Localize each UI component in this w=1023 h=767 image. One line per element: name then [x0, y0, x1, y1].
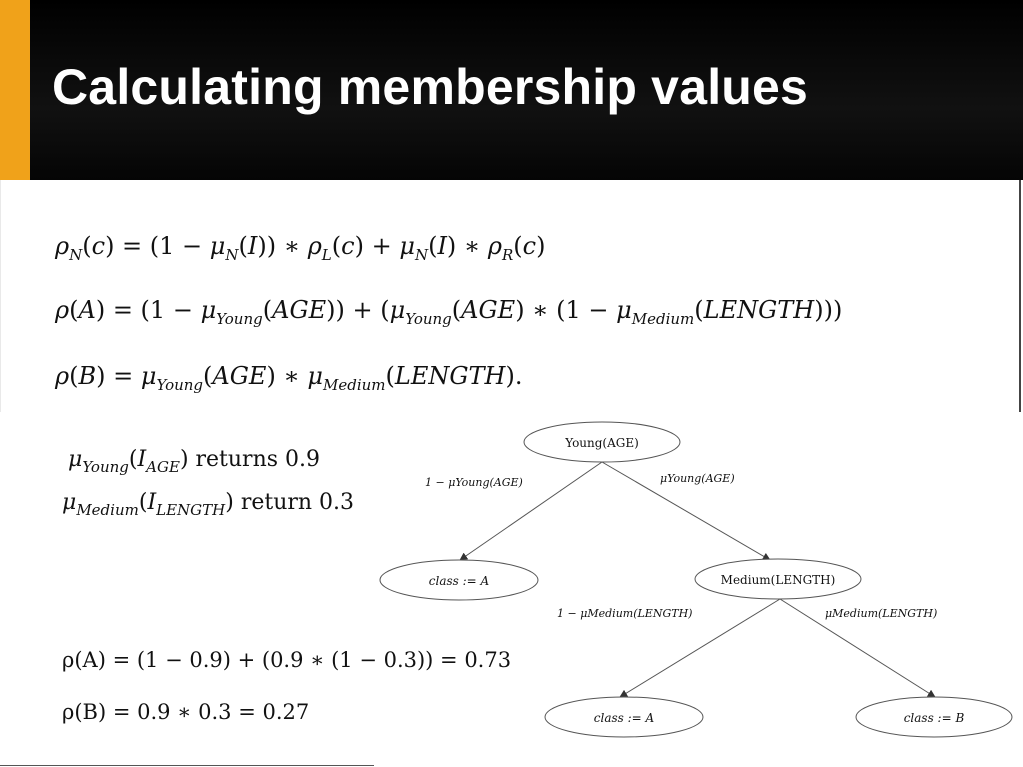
result-rho-a: ρ(A) = (1 − 0.9) + (0.9 ∗ (1 − 0.3)) = 0.73: [62, 648, 512, 672]
node-left-leaf: [380, 560, 538, 600]
node-inner-left-leaf: [545, 697, 703, 737]
node-inner-right-leaf: [856, 697, 1012, 737]
node-inner-left-leaf-label: class := A: [593, 711, 655, 725]
accent-bar: [0, 0, 30, 180]
given-medium-value: return 0.3: [240, 490, 355, 515]
node-root-label: Young(AGE): [565, 436, 639, 450]
edge-root-left-label: 1 − μYoung(AGE): [425, 476, 523, 489]
node-inner-right-leaf-label: class := B: [903, 711, 965, 725]
equation-rho-b: $\rho(B) = \mu_{Young}(AGE)$ ∗ $\mu_{Medium}(LENGTH)$.: [55, 362, 523, 394]
equation-general: $\rho_N(c) = (1 - \mu_N(I))$ ∗ $\rho_L(c) + \mu_N(I)$ ∗ $\rho_R(c)$: [55, 232, 546, 264]
edge-inner-left-label: 1 − μMedium(LENGTH): [557, 607, 693, 620]
slide-title: Calculating membership values: [52, 59, 809, 115]
result-rho-b: ρ(B) = 0.9 ∗ 0.3 = 0.27: [62, 700, 310, 724]
equation-rho-a: $\rho(A) = (1 - \mu_{Young}(AGE)) + (\mu_{Young}(AGE)$ ∗ $(1 - \mu_{Medium}(LENGTH))$): [55, 296, 843, 328]
bottom-rule: [0, 765, 374, 766]
node-left-leaf-label: class := A: [428, 574, 490, 588]
given-medium: $\mu_{Medium}(I_{LENGTH})$ return 0.3: [62, 490, 355, 519]
decision-tree: [370, 415, 1020, 745]
node-inner-label: Medium(LENGTH): [720, 573, 836, 587]
given-young-value: returns 0.9: [195, 447, 321, 472]
node-root: [524, 422, 680, 462]
given-young: $\mu_{Young}(I_{AGE})$ returns 0.9: [68, 447, 321, 476]
edge-root-right-label: μYoung(AGE): [660, 472, 735, 485]
edge-inner-right-label: μMedium(LENGTH): [825, 607, 938, 620]
node-inner: [695, 559, 861, 599]
